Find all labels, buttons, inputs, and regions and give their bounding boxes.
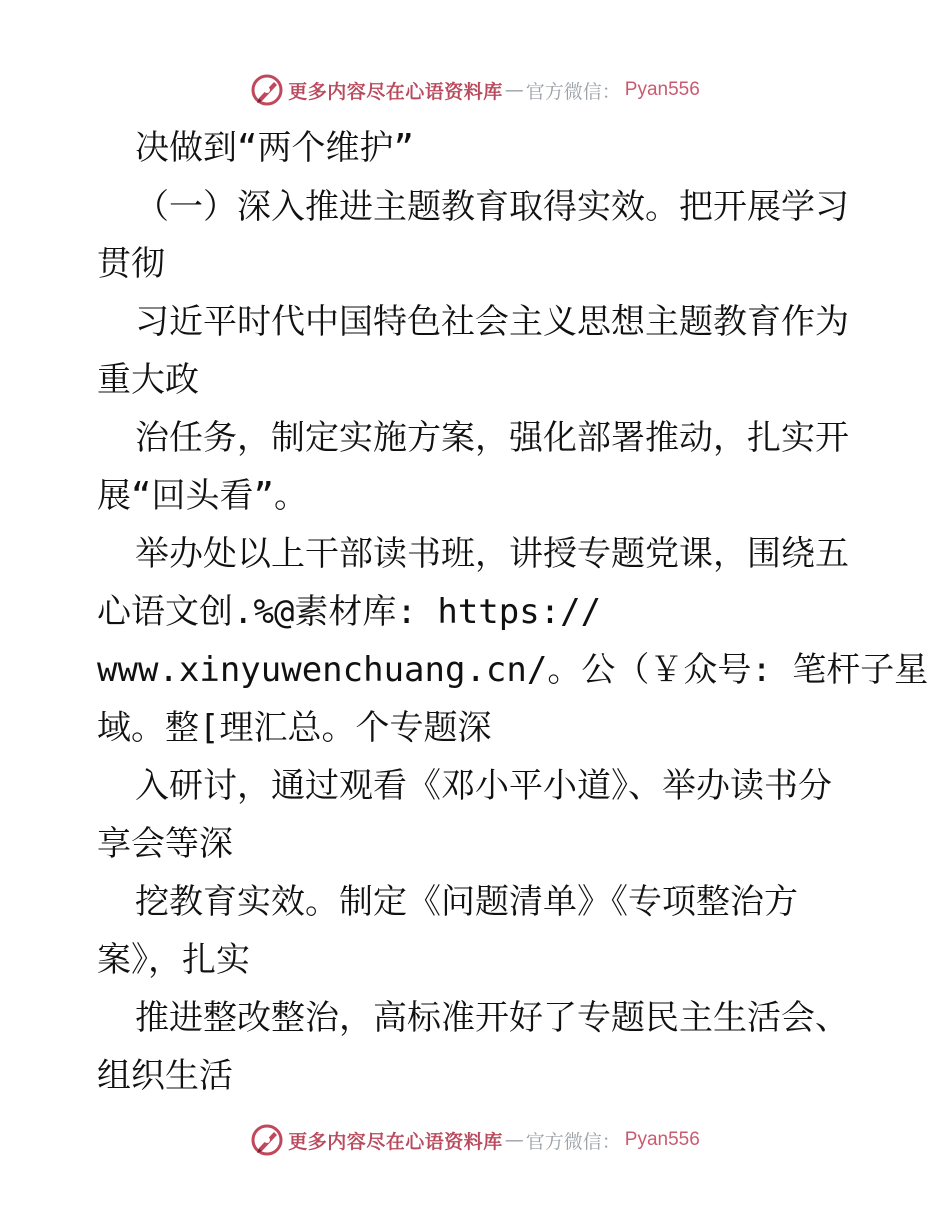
- body-line: 推进整改整治，高标准开好了专题民主生活会、: [135, 998, 849, 1038]
- body-line: 决做到“两个维护”: [135, 128, 414, 168]
- banner-official-label: 官方微信: [525, 80, 602, 103]
- banner-colon: ：: [601, 1130, 621, 1153]
- header-watermark-banner: [0, 70, 950, 110]
- banner-site-text: 更多内容尽在心语资料库: [288, 80, 503, 103]
- banner-official-label: 官方微信: [525, 1130, 602, 1153]
- body-line: 贯彻: [97, 244, 165, 284]
- body-line: 案》，扎实: [97, 940, 250, 980]
- body-line: 展“回头看”。: [97, 476, 308, 516]
- body-line: 重大政: [97, 360, 199, 400]
- body-line: 举办处以上干部读书班，讲授专题党课，围绕五: [135, 534, 849, 574]
- body-line: 组织生活: [97, 1056, 233, 1096]
- banner-wechat-id: Pyan556: [624, 1129, 700, 1150]
- body-line: 习近平时代中国特色社会主义思想主题教育作为: [135, 302, 849, 342]
- body-line: www.xinyuwenchuang.cn/。公（￥众号: 笔杆子星: [97, 650, 929, 690]
- pen-logo-icon: [250, 73, 284, 107]
- banner-colon: ：: [601, 80, 621, 103]
- body-line: 入研讨，通过观看《邓小平小道》、举办读书分: [135, 766, 832, 806]
- footer-watermark-banner: [0, 1120, 950, 1160]
- body-line: 心语文创.%@素材库: https://: [97, 592, 602, 632]
- banner-site-text: 更多内容尽在心语资料库: [288, 1130, 503, 1153]
- pen-logo-icon: [250, 1123, 284, 1157]
- banner-wechat-id: Pyan556: [624, 79, 700, 100]
- body-line: （一）深入推进主题教育取得实效。把开展学习: [135, 187, 849, 227]
- banner-separator: —: [504, 1129, 524, 1151]
- body-line: 享会等深: [97, 824, 233, 864]
- body-line: 域。整[理汇总。个专题深: [97, 708, 492, 748]
- body-line: 治任务，制定实施方案，强化部署推动，扎实开: [135, 418, 849, 458]
- body-line: 挖教育实效。制定《问题清单》《专项整治方: [135, 882, 798, 922]
- banner-separator: —: [504, 79, 524, 101]
